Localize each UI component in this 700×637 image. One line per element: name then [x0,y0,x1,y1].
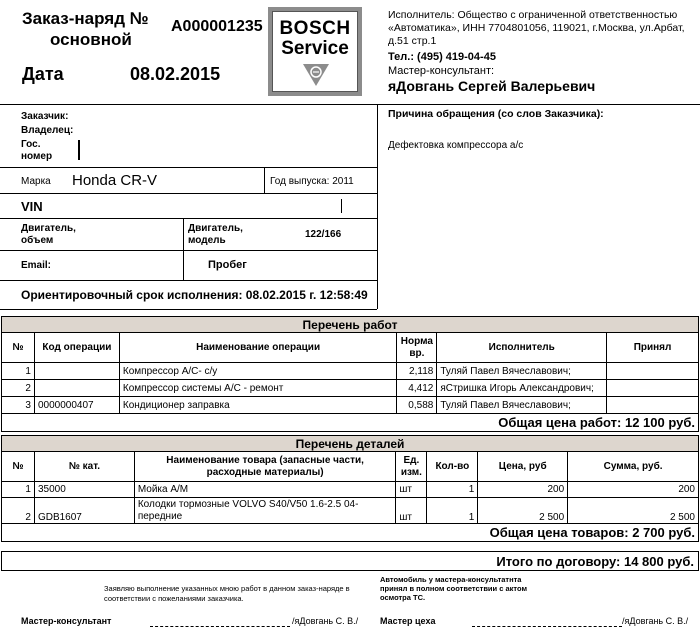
master-signature-label: Мастер-консультант [21,616,112,626]
master-name: яДовгань Сергей Валерьевич [388,78,596,94]
divider [377,104,378,309]
engine-volume-label-2: объем [21,235,54,246]
cell-sum: 200 [568,482,699,498]
norm-header-1: Норма [400,335,433,347]
divider [264,167,265,193]
bosch-shield-icon [301,62,331,88]
cell-code [34,380,119,397]
works-col-name: Наименование операции [119,333,396,363]
cell-executor: Туляй Павел Вячеславович; [437,397,607,414]
cell-executor: Туляй Павел Вячеславович; [437,363,607,380]
cell-name: Кондиционер заправка [119,397,396,414]
engine-model-label-1: Двигатель, [188,223,243,234]
statement-line-2: соответствии с пожеланиями заказчика. [104,594,244,603]
cell-num: 1 [2,363,35,380]
cell-num: 3 [2,397,35,414]
date-label: Дата [22,64,64,84]
parts-col-num: № [2,452,35,482]
cell-num: 1 [2,482,35,498]
cell-num: 2 [2,498,35,524]
accept-line-1: Автомобиль у мастера-консультатнта [380,575,522,584]
document-subtitle: основной [50,30,132,49]
divider [183,218,184,280]
cell-cat: 35000 [34,482,134,498]
works-section-title: Перечень работ [2,317,699,333]
cell-qty: 1 [427,498,478,524]
table-row [2,498,699,524]
cell-norm: 2,118 [397,363,437,380]
cell-name [134,498,396,524]
parts-table [1,435,699,542]
parts-col-qty: Кол-во [427,452,478,482]
works-col-num: № [2,333,35,363]
vin-label: VIN [21,199,43,214]
cell-cat: GDB1607 [34,498,134,524]
unit-header-1: Ед. [403,454,420,466]
works-col-code: Код операции [34,333,119,363]
cell-executor: яСтришка Игорь Александрович; [437,380,607,397]
shop-signature-line [472,626,622,627]
divider [0,218,377,219]
cell-accepted [607,397,699,414]
cell-name-line-2: передние [137,510,183,522]
brand-value: Honda CR-V [72,172,158,189]
phone: Тел.: (495) 419-04-45 [388,51,496,63]
divider [78,140,80,160]
logo-text-service: Service [281,38,349,59]
works-col-norm [397,333,437,363]
cell-norm: 0,588 [397,397,437,414]
owner-label: Владелец: [21,125,74,136]
cell-qty: 1 [427,482,478,498]
table-row [2,482,699,498]
shop-signature-label: Мастер цеха [380,616,436,626]
engine-model-label-2: модель [188,235,226,246]
executor-info: Исполнитель: Общество с ограниченной ответственностью «Автоматика», ИНН 7704801056, 119021, г.Москва, ул.Арбат, д.51 стр.1 [388,9,685,47]
cell-price: 2 500 [478,498,568,524]
cell-code [34,363,119,380]
cell-code: 0000000407 [34,397,119,414]
divider [341,199,342,213]
parts-col-cat: № кат. [34,452,134,482]
reason-text: Дефектовка компрессора а/с [388,140,524,151]
master-signature-line [150,626,290,627]
table-row [2,397,699,414]
document-title: Заказ-наряд № [22,9,149,28]
year-label: Год выпуска: 2011 [270,176,354,187]
logo-text-bosch: BOSCH [279,18,351,39]
parts-col-price: Цена, руб [478,452,568,482]
norm-header-2: вр. [409,347,425,359]
grand-total: Итого по договору: 14 800 руб. [496,554,694,569]
shop-signature-name: /яДовгань С. В./ [622,616,689,626]
master-label: Мастер-консультант: [388,65,495,77]
email-label: Email: [21,260,52,271]
accept-line-3: осмотра ТС. [380,593,426,602]
works-table [1,316,699,432]
grand-total-box [1,551,699,571]
parts-total: Общая цена товаров: 2 700 руб. [2,524,699,542]
cell-unit: шт [396,482,427,498]
engine-volume-label-1: Двигатель, [21,223,76,234]
cell-accepted [607,363,699,380]
divider [0,309,377,310]
cell-price: 200 [478,482,568,498]
divider [0,193,377,194]
accept-line-2: принял в полном соответствии с актом [380,584,528,593]
parts-col-unit [396,452,427,482]
works-col-executor: Исполнитель [437,333,607,363]
brand-label: Марка [21,176,51,187]
reason-label: Причина обращения (со слов Заказчика): [388,108,604,120]
statement-line-1: Заявляю выполнение указанных мною работ в данном заказ-наряде в [104,584,350,593]
cell-name-line-1: Колодки тормозные VOLVO S40/V50 1.6-2.5 04- [137,498,359,510]
parts-section-title: Перечень деталей [2,436,699,452]
parts-name-header-1: Наименование товара (запасные части, [166,454,364,466]
plate-label-1: Гос. [21,139,41,150]
cell-sum: 2 500 [568,498,699,524]
cell-accepted [607,380,699,397]
cell-name: Мойка А/М [134,482,396,498]
mileage-label: Пробег [208,259,247,271]
works-total: Общая цена работ: 12 100 руб. [2,414,699,432]
cell-unit: шт [396,498,427,524]
order-number: A000001235 [171,18,263,35]
parts-col-name [134,452,396,482]
table-row [2,363,699,380]
deadline: Ориентировочный срок исполнения: 08.02.2015 г. 12:58:49 [21,288,368,302]
divider [0,104,700,105]
cell-name: Компрессор системы A/C - ремонт [119,380,396,397]
date-value: 08.02.2015 [130,64,221,84]
parts-name-header-2: расходные материалы) [206,466,324,478]
cell-num: 2 [2,380,35,397]
plate-label-2: номер [21,151,53,162]
master-signature-name: /яДовгань С. В./ [292,616,359,626]
client-label: Заказчик: [21,111,69,122]
parts-col-sum: Сумма, руб. [568,452,699,482]
cell-name: Компрессор A/C- с/у [119,363,396,380]
bosch-service-logo [268,7,362,96]
divider [0,280,377,281]
table-row [2,380,699,397]
divider [0,167,377,168]
cell-norm: 4,412 [397,380,437,397]
unit-header-2: изм. [400,466,422,478]
engine-model-value: 122/166 [305,229,342,240]
works-col-accepted: Принял [607,333,699,363]
divider [0,250,377,251]
